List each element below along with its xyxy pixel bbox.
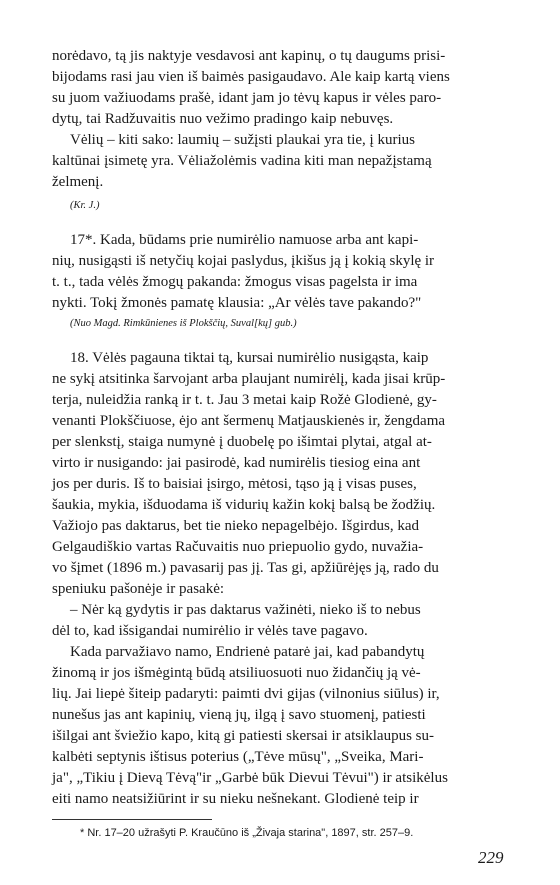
- text-line: Gelgaudiškio vartas Račuvaitis nuo priepuolio gydo, nuvažia-: [52, 539, 424, 555]
- source-note: (Kr. J.): [70, 200, 100, 211]
- dialogue: [52, 600, 510, 642]
- text-line: t. t., tada vėlės žmogų pakanda: žmogus visas pagelsta ir ima: [52, 274, 418, 290]
- text-line: ja", „Tikiu į Dievą Tėvą"ir „Garbė būk Dievui Tėvui") ir atsikėlus: [52, 770, 448, 786]
- text-line: kalbėti septynis ištisus poterius („Tėve mūsų", „Sveika, Mari-: [52, 749, 424, 765]
- item-18: [52, 348, 510, 600]
- top-paragraph: [52, 46, 510, 130]
- footnote-rule: [52, 819, 212, 820]
- text-line: virto ir nusigando: jai pasirodė, kad numirėlis tiesiog eina ant: [52, 455, 421, 471]
- text-line: nunešus jas ant kapinių, vieną jų, ilgą į savo stuomenį, patiesti: [52, 707, 426, 723]
- text-line: želmenį.: [52, 174, 104, 190]
- text-line: ne sykį atsitinka šarvojant arba plaujant numirėlį, kada jisai krūp-: [52, 371, 446, 387]
- text-line: – Nėr ką gydytis ir pas daktarus važinėti, nieko iš to nebus: [70, 602, 421, 618]
- text-line: Važiojo pas daktarus, bet tie nieko nepagelbėjo. Išgirdus, kad: [52, 518, 419, 534]
- footnote: * Nr. 17–20 užrašyti P. Kraučūno iš „Živaja starina", 1897, str. 257–9.: [80, 827, 414, 839]
- text-line: 18. Vėlės pagauna tiktai tą, kursai numirėlio nusigąsta, kaip: [70, 350, 429, 366]
- source-17: [52, 316, 510, 332]
- text-line: kaltūnai įsimetę yra. Vėliažolėmis vadina kiti man nepažįstamą: [52, 153, 432, 169]
- text-line: išilgai ant šviežio kapo, kitą gi patiesti skersai ir atsiklaupus su-: [52, 728, 435, 744]
- page-number: 229: [478, 848, 504, 867]
- text-line: 17*. Kada, būdams prie numirėlio namuose arba ant kapi-: [70, 232, 419, 248]
- source-kr: [52, 198, 510, 214]
- text-line: venanti Plokščiuose, ėjo ant šermenų Matjauskienės ir, žengdama: [52, 413, 446, 429]
- item-17: [52, 230, 510, 314]
- text-line: Kada parvažiavo namo, Endrienė patarė jai, kad pabandytų: [70, 644, 425, 660]
- text-line: bijodams rasi jau vien iš baimės pasigaudavo. Ale kaip kartą viens: [52, 69, 450, 85]
- text-line: šaukia, mykia, išduodama iš vidurių kažin kokį balsą be žodžių.: [52, 497, 436, 513]
- veliu-paragraph: [52, 130, 510, 193]
- text-line: dėl to, kad išsigandai numirėlio ir vėlės tave pagavo.: [52, 623, 368, 639]
- text-line: žinomą ir jos išmėgintą būdą atsiliuosuoti nuo židančių ją vė-: [52, 665, 421, 681]
- source-note: (Nuo Magd. Rimkūnienes iš Plokščių, Suval[kų] gub.): [70, 318, 297, 329]
- text-line: terja, nuleidžia ranką ir t. t. Jau 3 metai kaip Rožė Glodienė, gy-: [52, 392, 437, 408]
- text-line: Vėlių – kiti sako: laumių – sužįsti plaukai yra tie, į kurius: [70, 132, 415, 148]
- final-paragraph: [52, 642, 510, 810]
- text-line: per slenkstį, staiga numynė į duobelę po išimtai plytai, atgal at-: [52, 434, 432, 450]
- text-line: nykti. Tokį žmonės pamatę klausia: „Ar vėlės tave pakando?": [52, 295, 422, 311]
- text-line: dytų, tai Radžuvaitis nuo vežimo pradingo kaip nebuvęs.: [52, 111, 394, 127]
- text-line: speniuku pašonėje ir pasakė:: [52, 581, 225, 597]
- text-line: eiti namo neatsižiūrint ir su nieku nešnekant. Glodienė teip ir: [52, 791, 419, 807]
- text-line: norėdavo, tą jis naktyje vesdavosi ant kapinų, o tų daugums prisi-: [52, 48, 446, 64]
- text-line: su juom važiuodams prašė, idant jam jo tėvų kapus ir vėles paro-: [52, 90, 442, 106]
- text-line: nių, nusigąsti iš netyčių kojai paslydus, įkišus ją į kokią skylę ir: [52, 253, 435, 269]
- text-line: vo šįmet (1896 m.) pavasarij pas jį. Tas gi, apžiūrėjęs ją, rado du: [52, 560, 439, 576]
- text-line: lių. Jai liepė šiteip padaryti: paimti dvi gijas (vilnonius siūlus) ir,: [52, 686, 440, 702]
- text-line: jos per duris. Iš to baisiai įsirgo, mėtosi, tąso ją į visas puses,: [52, 476, 417, 492]
